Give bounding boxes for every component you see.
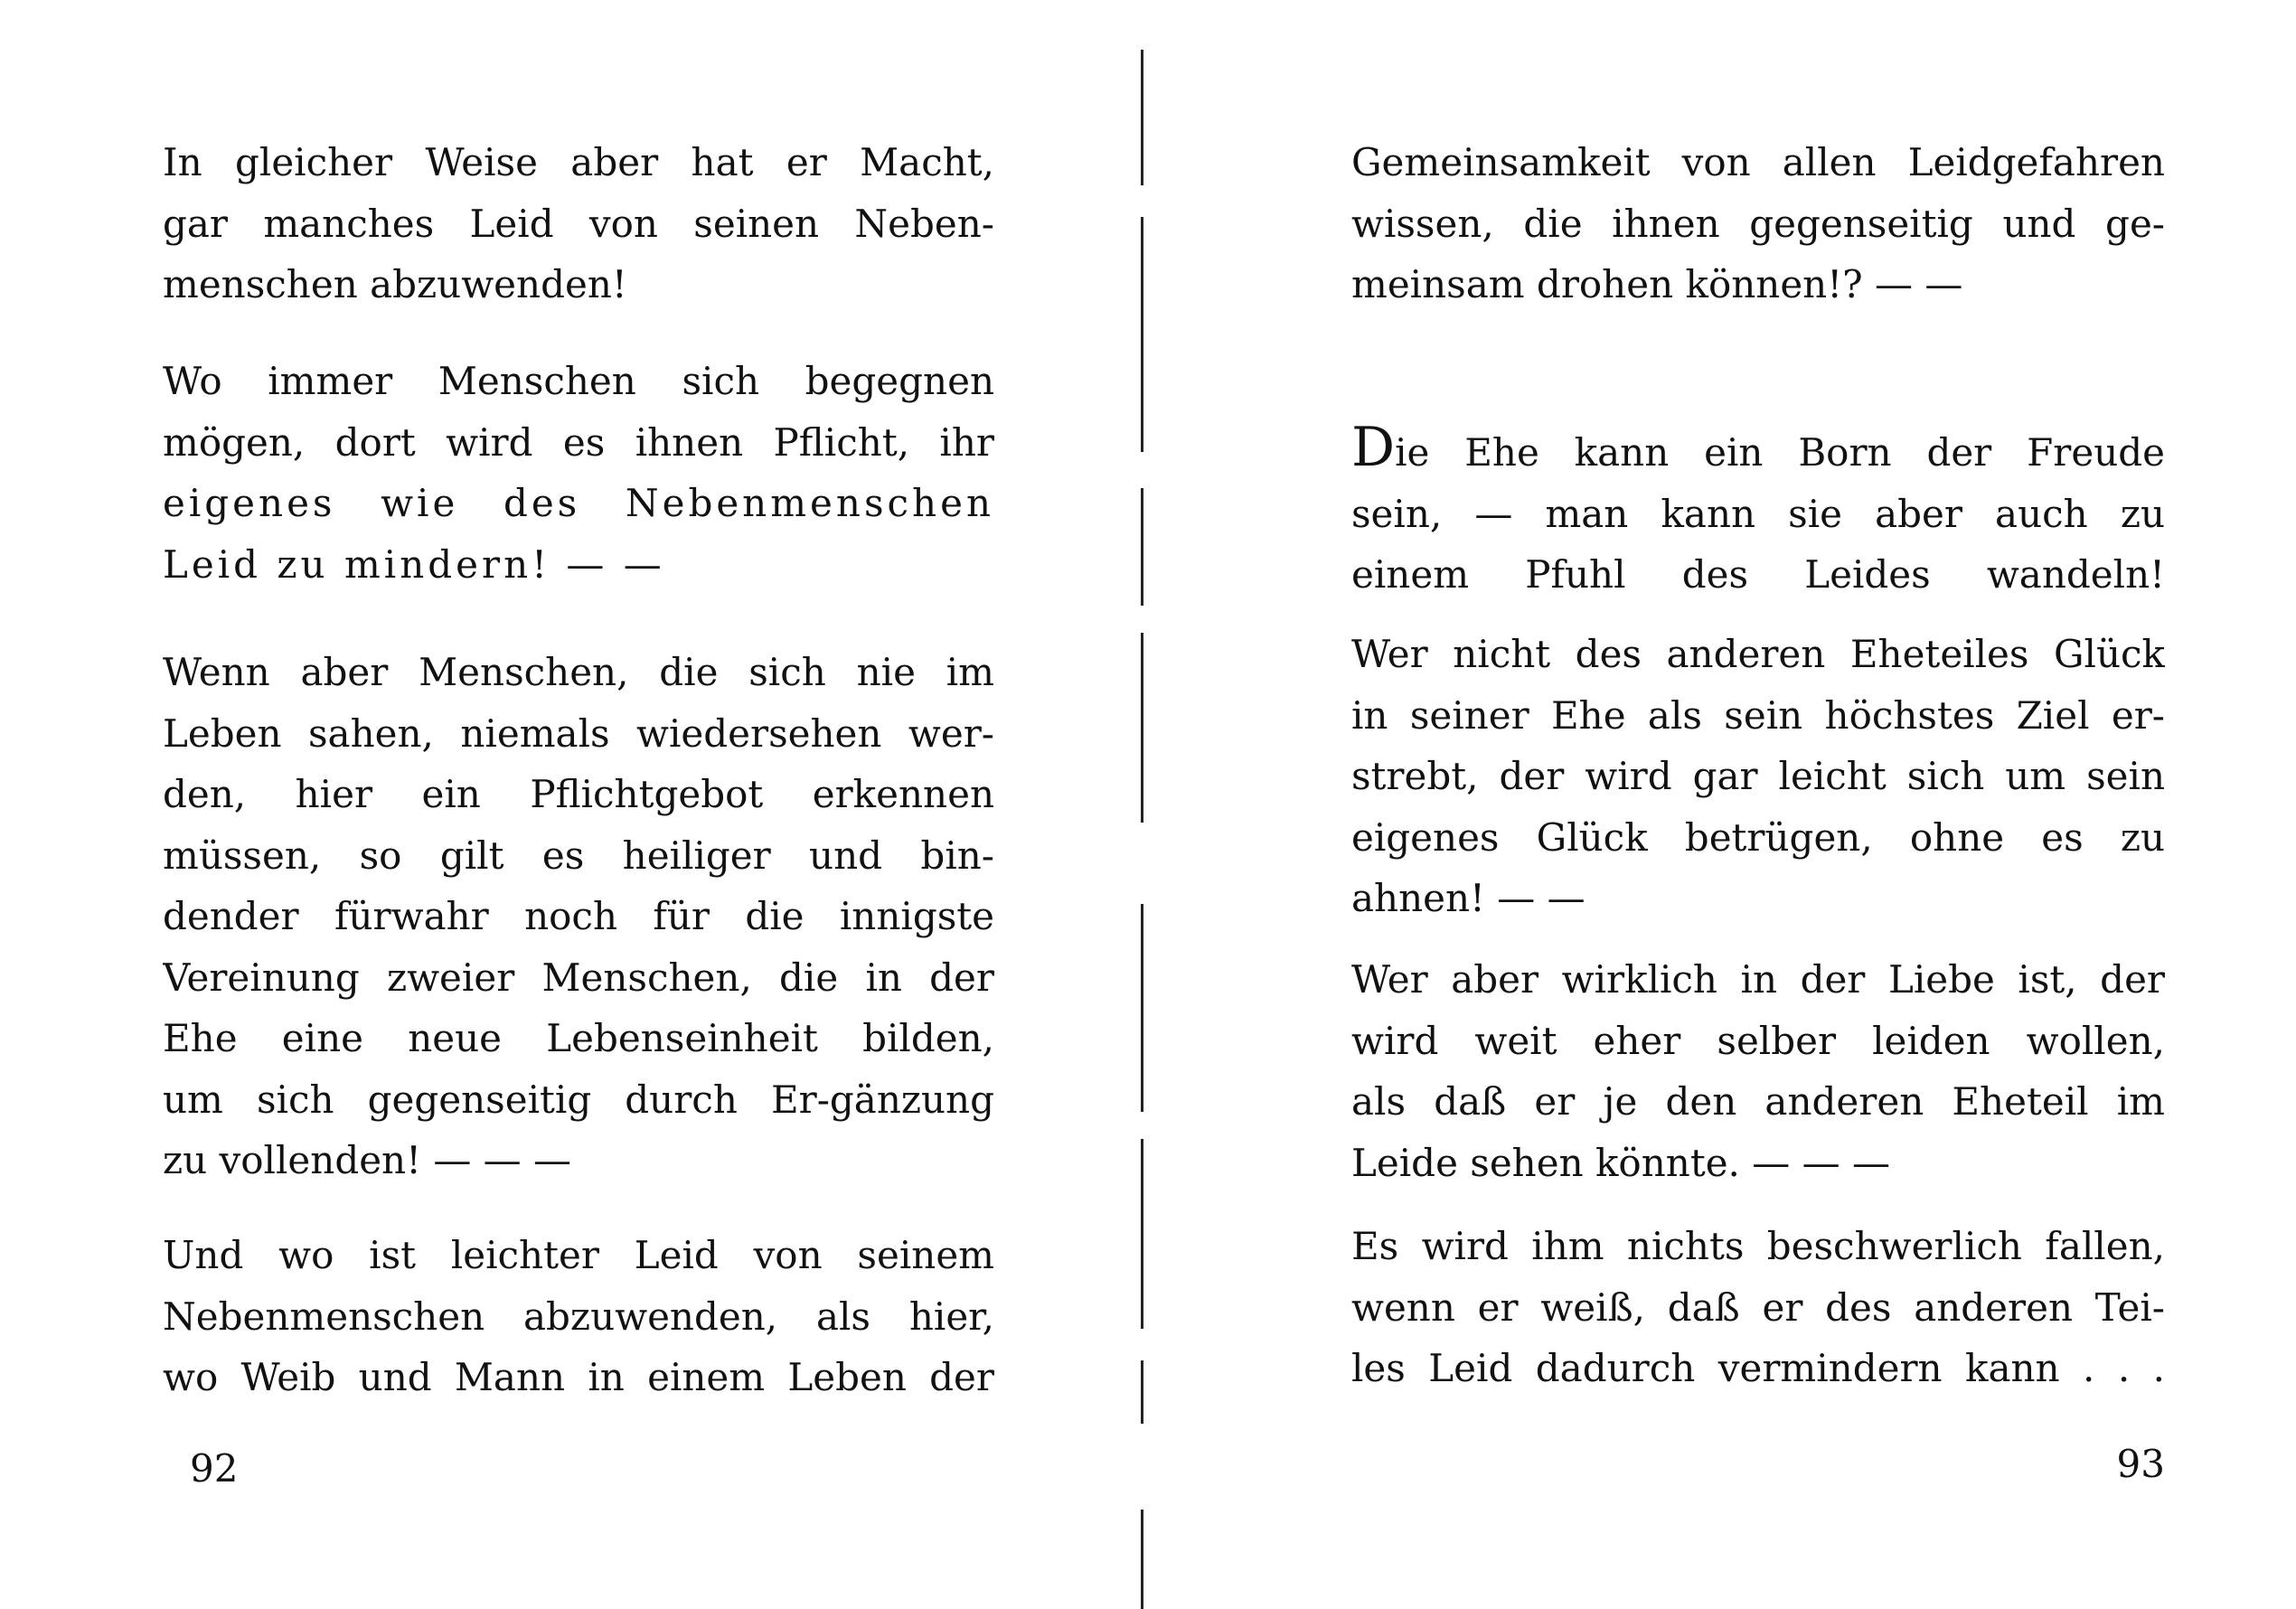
text-line: wenn er weiß, daß er des anderen Tei- [1351,1284,2165,1330]
text-line: Leid zu mindern! — — [163,541,665,587]
text-line: Leben sahen, niemals wiedersehen wer- [163,710,994,756]
text-line: um sich gegenseitig durch Er-gänzung [163,1077,994,1122]
drop-cap: D [1351,418,1396,479]
text-line: eigenes Glück betrügen, ohne es zu [1351,814,2165,860]
text-line: einem Pfuhl des Leides wandeln! [1351,552,2165,597]
paragraph [1351,418,2165,606]
text-line: dender fürwahr noch für die innigste [163,894,994,938]
paragraph [1351,132,2165,315]
paragraph [163,1225,994,1408]
text-line: Leide sehen könnte. — — — [1351,1140,1890,1185]
gutter-line [1141,904,1143,1112]
text-line: gar manches Leid von seinen Neben- [163,201,994,246]
text-line: Wer nicht des anderen Eheteiles Glück [1351,632,2165,676]
text-line: in seiner Ehe als sein höchstes Ziel er- [1351,692,2165,738]
text-line: eigenes wie des Nebenmenschen [163,481,994,525]
text-line: Ehe eine neue Lebenseinheit bilden, [163,1016,994,1060]
text-line: mögen, dort wird es ihnen Pflicht, ihr [163,419,994,465]
text-line: Wo immer Menschen sich begegnen [163,359,994,403]
paragraph [163,132,994,315]
text-line: strebt, der wird gar leicht sich um sein [1351,754,2165,798]
gutter-line [1141,633,1143,823]
text-line: Gemeinsamkeit von allen Leidgefahren [1351,140,2165,184]
text-line: zu vollenden! — — — [163,1138,572,1182]
text-line: Nebenmenschen abzuwenden, als hier, [163,1294,994,1339]
gutter-line [1141,1139,1143,1329]
text-line: wissen, die ihnen gegenseitig und ge- [1351,201,2165,246]
gutter-line [1141,217,1143,452]
paragraph [163,642,994,1191]
paragraph [1351,949,2165,1193]
gutter-line [1141,1360,1143,1424]
text-line: wo Weib und Mann in einem Leben der [163,1355,994,1399]
text-line: les Leid dadurch vermindern kann . . . [1351,1346,2165,1390]
text-line: Und wo ist leichter Leid von seinem [163,1233,994,1277]
text-line: als daß er je den anderen Eheteil im [1351,1079,2165,1124]
page-number: 93 [2116,1442,2165,1486]
gutter-line [1141,50,1143,185]
text-line: Wer aber wirklich in der Liebe ist, der [1351,957,2165,1002]
text-line: müssen, so gilt es heiliger und bin- [163,833,994,878]
text-line [1351,418,2165,484]
text-line-rest: ie Ehe kann ein Born der Freude [1395,430,2165,475]
gutter-line [1141,1510,1143,1609]
text-line: meinsam drohen können!? — — [1351,262,1963,306]
paragraph [1351,1216,2165,1399]
text-line: Vereinung zweier Menschen, die in der [163,955,994,1000]
text-line: Es wird ihm nichts beschwerlich fallen, [1351,1224,2165,1268]
text-line: wird weit eher selber leiden wollen, [1351,1018,2165,1063]
paragraph [1351,624,2165,929]
paragraph [163,351,994,595]
gutter-line [1141,488,1143,606]
text-line: In gleicher Weise aber hat er Macht, [163,140,994,184]
page-number: 92 [190,1446,239,1491]
text-line: sein, — man kann sie aber auch zu [1351,491,2165,536]
text-line: ahnen! — — [1351,876,1586,920]
text-line: den, hier ein Pflichtgebot erkennen [163,772,994,816]
text-line: menschen abzuwenden! [163,262,627,306]
text-line: Wenn aber Menschen, die sich nie im [163,650,994,694]
